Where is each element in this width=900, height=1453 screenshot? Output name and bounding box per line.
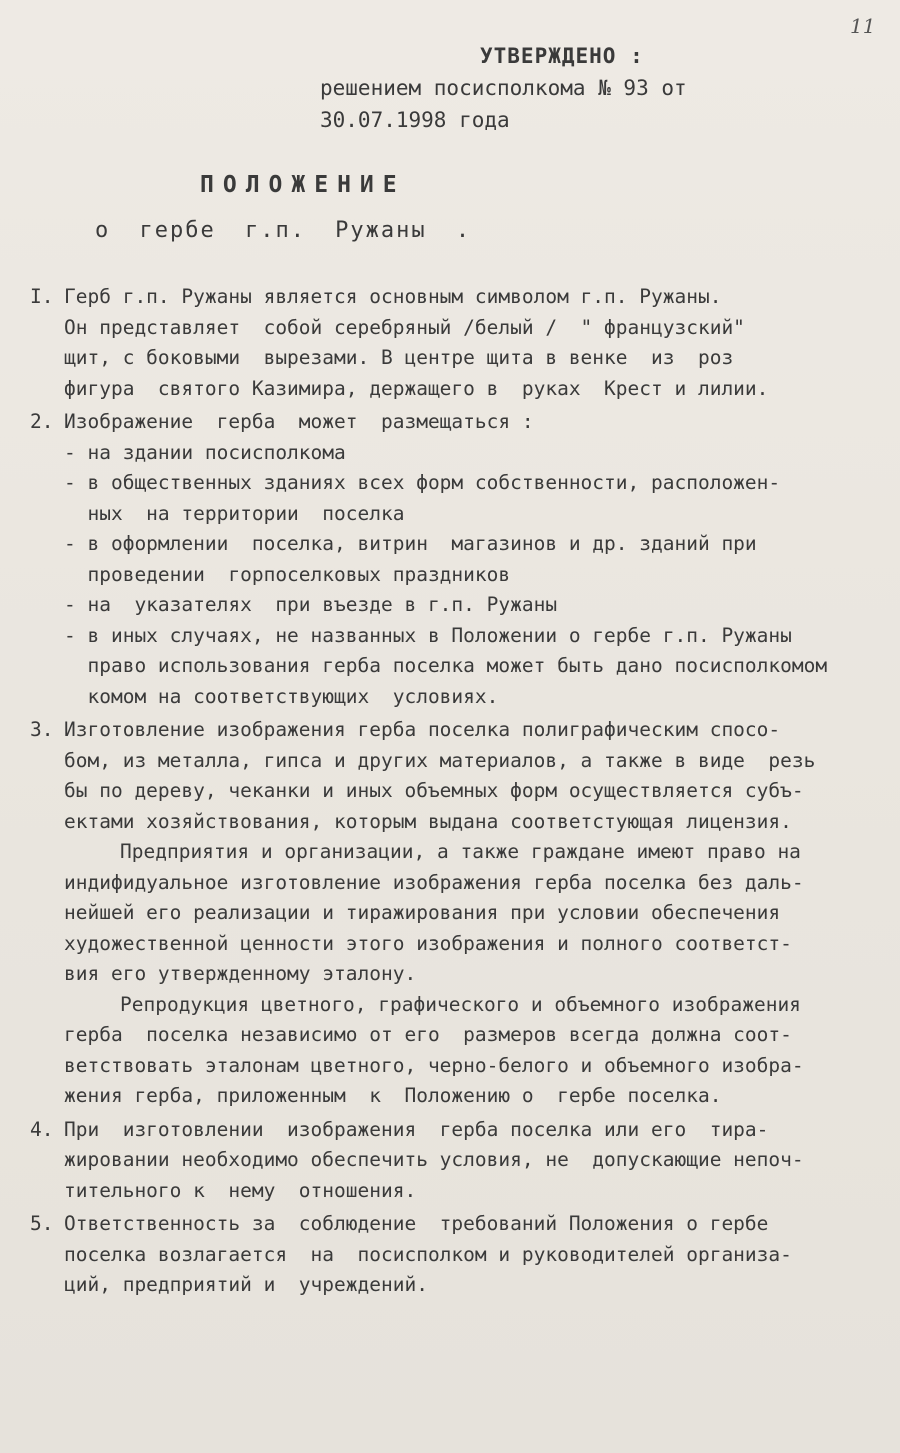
section-line — [0, 1270, 900, 1301]
document-title: ПОЛОЖЕНИЕ — [200, 172, 406, 198]
section-line — [0, 590, 900, 621]
approval-line-2: 30.07.1998 года — [320, 108, 510, 132]
section-line — [0, 746, 900, 777]
section-text: Ответственность за соблюдение требований Положения о гербе — [64, 1212, 769, 1235]
section-text: поселка возлагается на посисполком и руководителей организа- — [64, 1242, 792, 1266]
section-line — [0, 343, 900, 374]
paragraph-line: Предприятия и организации, а также граждане имеют право на — [120, 840, 801, 863]
paragraph-line: вия его утвержденному эталону. — [64, 962, 417, 985]
section-text: щит, с боковыми вырезами. В центре щита в венке из роз — [64, 346, 734, 369]
section-line — [0, 621, 900, 652]
section-number: 5. — [30, 1212, 54, 1235]
section-number: 4. — [30, 1117, 54, 1141]
section-text: право использования герба поселка может быть дано посисполкомом — [64, 654, 828, 677]
section-line — [0, 438, 900, 469]
section-line — [0, 1240, 900, 1271]
section-text: - на здании посисполкома — [64, 440, 346, 464]
section-text: тительного к нему отношения. — [64, 1178, 417, 1202]
section-text: Изготовление изображения герба поселка полиграфическим спосо- — [64, 718, 781, 741]
section-text: - на указателях при въезде в г.п. Ружаны — [64, 593, 558, 616]
section-text: фигура святого Казимира, держащего в руках Крест и лилии. — [64, 376, 769, 400]
document-body — [0, 282, 900, 1304]
section-number: I. — [30, 285, 54, 308]
section-line — [0, 1209, 900, 1240]
paragraph-line: нейшей его реализации и тиражирования при условии обеспечения — [64, 901, 781, 924]
paragraph-line: Репродукция цветного, графического и объемного изображения — [120, 992, 801, 1016]
section-text: проведении горпоселковых праздников — [64, 562, 511, 586]
section-text: Он представляет собой серебряный /белый / " французский" — [64, 315, 745, 339]
section-line — [0, 651, 900, 682]
section-line — [0, 776, 900, 807]
section-line — [0, 499, 900, 530]
section-text: Изображение герба может размещаться : — [64, 410, 534, 433]
section-number: 2. — [30, 410, 54, 433]
section-text: комом на соответствующих условиях. — [64, 684, 499, 708]
section-text: бы по дереву, чеканки и иных объемных форм осуществляется субъ- — [64, 779, 804, 802]
paragraph-line: ветствовать эталонам цветного, черно-белого и объемного изобра- — [64, 1053, 804, 1077]
section-line — [0, 282, 900, 313]
section-text: ектами хозяйствования, которым выдана соответстующая лицензия. — [64, 809, 792, 833]
section-5 — [0, 1209, 900, 1301]
section-line — [0, 407, 900, 438]
approval-stamp — [320, 40, 687, 136]
section-3 — [0, 715, 900, 1112]
section-line — [0, 468, 900, 499]
section-line — [0, 1145, 900, 1176]
approval-title: УТВЕРЖДЕНО : — [480, 44, 644, 68]
approval-line-1: решением посисполкома № 93 от — [320, 76, 687, 100]
paragraph-line: герба поселка независимо от его размеров всегда должна соот- — [64, 1023, 792, 1046]
section-line — [0, 560, 900, 591]
section-text: ций, предприятий и учреждений. — [64, 1273, 428, 1296]
paragraph-line: художественной ценности этого изображения и полного соответст- — [64, 931, 792, 955]
section-text: бом, из металла, гипса и других материалов, а также в виде резь — [64, 748, 816, 772]
section-line — [0, 715, 900, 746]
section-line — [0, 313, 900, 344]
section-text: - в общественных зданиях всех форм собственности, расположен- — [64, 471, 781, 494]
section-line — [0, 1176, 900, 1207]
document-subtitle: о гербе г.п. Ружаны . — [95, 218, 472, 243]
section-line — [0, 529, 900, 560]
section-text: При изготовлении изображения герба поселка или его тира- — [64, 1117, 769, 1141]
paragraph-line: индифидуальное изготовление изображения герба поселка без даль- — [64, 870, 804, 894]
section-number: 3. — [30, 718, 54, 741]
section-text: - в оформлении поселка, витрин магазинов и др. зданий при — [64, 532, 757, 555]
section-text: Герб г.п. Ружаны является основным символом г.п. Ружаны. — [64, 285, 722, 308]
section-text: ных на территории поселка — [64, 501, 405, 525]
section-text: - в иных случаях, не названных в Положении о гербе г.п. Ружаны — [64, 623, 792, 647]
page-number: 11 — [850, 14, 876, 38]
section-2 — [0, 407, 900, 712]
section-4 — [0, 1115, 900, 1207]
section-text: жировании необходимо обеспечить условия, не допускающие непоч- — [64, 1148, 804, 1171]
paragraph-line: жения герба, приложенным к Положению о гербе поселка. — [64, 1084, 722, 1107]
section-line — [0, 682, 900, 713]
section-line — [0, 374, 900, 405]
section-1 — [0, 282, 900, 404]
section-line — [0, 1115, 900, 1146]
section-line — [0, 807, 900, 838]
